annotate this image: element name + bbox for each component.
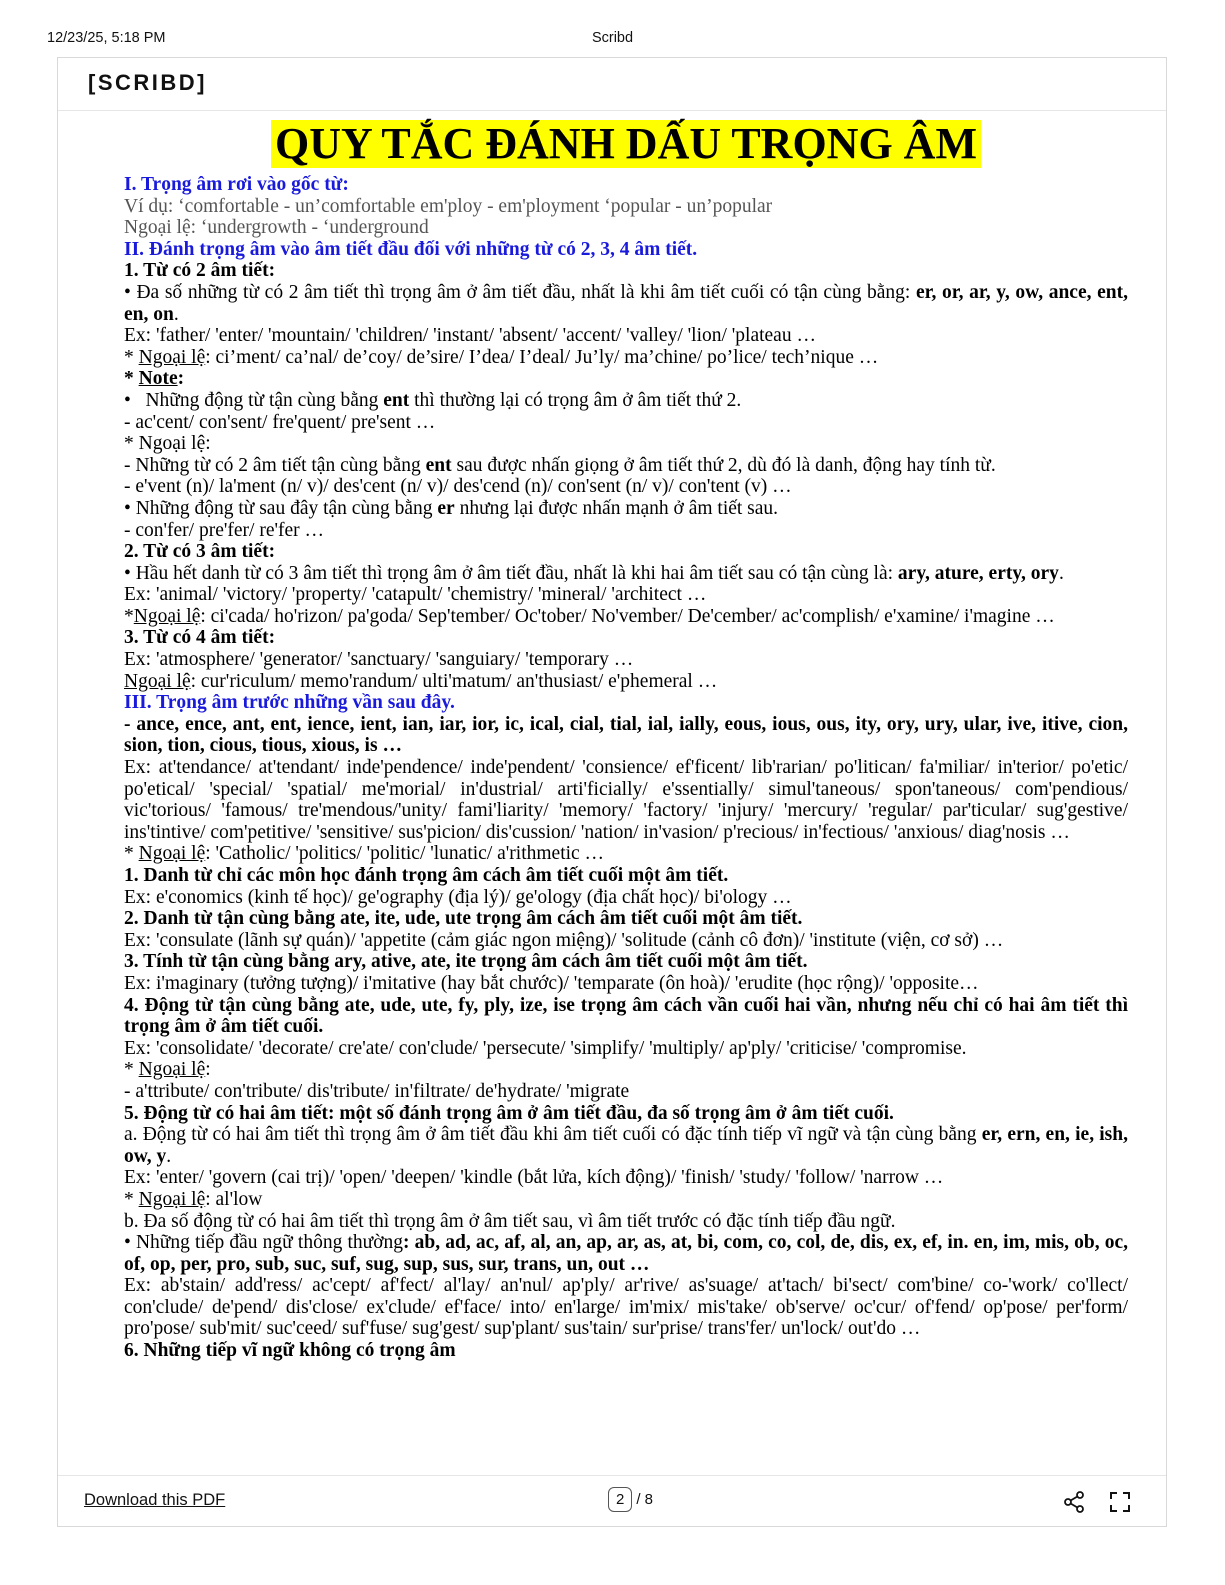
exception-line: * Ngoại lệ: 'Catholic/ 'politics/ 'politic/ 'lunatic/ a'rithmetic … <box>124 843 605 865</box>
fullscreen-icon[interactable] <box>1108 1490 1132 1514</box>
rule-heading: 6. Những tiếp vĩ ngữ không có trọng âm <box>124 1340 456 1362</box>
bullet-paragraph: • Những động từ sau đây tận cùng bằng er nhưng lại được nhấn mạnh ở âm tiết sau. <box>124 497 779 519</box>
section-heading: III. Trọng âm trước những vần sau đây. <box>124 692 455 714</box>
example-line: Ex: 'father/ 'enter/ 'mountain/ 'children/ 'instant/ 'absent/ 'accent/ 'valley/ 'lion/ 'plateau … <box>124 325 816 347</box>
rule-heading: 1. Danh từ chỉ các môn học đánh trọng âm cách âm tiết cuối một âm tiết. <box>124 865 729 886</box>
document-page <box>124 120 1128 1362</box>
suffix-list: - ance, ence, ant, ent, ience, ient, ian, iar, ior, ic, ical, cial, tial, ial, ially, eous, ious, ous, ity, ory, ury, ular, ive, itive, cion, sion, tion, cious, tious, xious, is … <box>124 713 1128 757</box>
example-line: - con'fer/ pre'fer/ re'fer … <box>124 519 324 541</box>
download-pdf-link[interactable]: Download this PDF <box>84 1491 226 1509</box>
example-line: - a'ttribute/ con'tribute/ dis'tribute/ in'filtrate/ de'hydrate/ 'migrate <box>124 1080 630 1102</box>
bullet-paragraph: • Đa số những từ có 2 âm tiết thì trọng âm ở âm tiết đầu, nhất là khi âm tiết cuối có tận cùng bằng: er, or, ar, y, ow, ance, ent, en, on. <box>124 281 1128 325</box>
rule-heading: 3. Tính từ tận cùng bằng ary, ative, ate, ite trọng âm cách âm tiết cuối một âm tiết. <box>124 951 808 973</box>
example-line: Ex: i'maginary (tưởng tượng)/ i'mitative (hay bắt chước)/ 'temparate (ôn hoà)/ 'erudite (học rộng)/ 'opposite… <box>124 972 979 994</box>
example-paragraph: Ex: ab'stain/ add'ress/ ac'cept/ af'fect/ al'lay/ an'nul/ ap'ply/ ar'rive/ as'suage/ at'tach/ bi'sect/ com'bine/ co-'work/ co'llect/ con'clude/ de'pend/ dis'close/ ex'clude/ ef'face/ into/ en'large/ im'mix/ mis'take/ ob'serve/ oc'cur/ of'fend/ op'pose/ per'form/ pro'pose/ sub'mit/ suc'ceed/ suf'fuse/ sug'gest/ sup'plant/ sus'tain/ sur'prise/ trans'fer/ un'lock/ out'do … <box>124 1275 1128 1340</box>
example-line: Ex: 'consulate (lãnh sự quán)/ 'appetite (cảm giác ngon miệng)/ 'solitude (cảnh cô đơn)/ 'institute (viện, cơ sở) … <box>124 929 1004 951</box>
subsection-heading: 2. Từ có 3 âm tiết: <box>124 541 276 563</box>
exception-line: * Ngoại lệ: al'low <box>124 1188 263 1210</box>
example-line: Ex: e'conomics (kinh tế học)/ ge'ography (địa lý)/ ge'ology (địa chất học)/ bi'ology … <box>124 886 792 908</box>
bullet-paragraph: • Những động từ tận cùng bằng ent thì thường lại có trọng âm ở âm tiết thứ 2. <box>124 389 742 411</box>
exception-line: * Ngoại lệ: <box>124 433 211 455</box>
example-line: - ac'cent/ con'sent/ fre'quent/ pre'sent … <box>124 411 436 433</box>
example-paragraph: Ex: at'tendance/ at'tendant/ inde'pendence/ inde'pendent/ 'consience/ ef'ficent/ lib'rarian/ po'litican/ fa'miliar/ in'terior/ po'etic/ po'etical/ 'special/ 'spatial/ me'morial/ in'dustrial/ arti'ficially/ e'ssentially/ simul'taneous/ spon'taneous/ com'pendious/ vic'torious/ 'famous/ tre'mendous/'unity/ fami'liarity/ 'memory/ 'factory/ 'injury/ 'mercury/ 'regular/ par'ticular/ sug'gestive/ ins'tintive/ com'petitive/ 'sensitive/ sus'picion/ dis'cussion/ 'nation/ in'vasion/ p'recious/ in'fectious/ 'anxious/ diag'nosis … <box>124 757 1128 843</box>
page-total: / 8 <box>636 1491 654 1508</box>
print-date: 12/23/25, 5:18 PM <box>47 30 166 46</box>
page-number-input[interactable]: 2 <box>608 1487 632 1512</box>
page-indicator <box>608 1487 653 1512</box>
rule-heading: 4. Động từ tận cùng bằng ate, ude, ute, fy, ply, ize, ise trọng âm cách vần cuối hai vần, nhưng nếu chỉ có hai âm tiết thì trọng âm ở âm tiết cuối. <box>124 994 1128 1038</box>
exception-line: * Ngoại lệ: <box>124 1059 211 1081</box>
example-line: Ví dụ: ‘comfortable - un’comfortable em'ploy - em'ployment ‘popular - un’popular <box>124 195 773 217</box>
exception-line: Ngoại lệ: cur'riculum/ memo'randum/ ulti'matum/ an'thusiast/ e'phemeral … <box>124 670 718 692</box>
text-line: b. Đa số động từ có hai âm tiết thì trọng âm ở âm tiết sau, vì âm tiết trước có đặc tính tiếp đầu ngữ. <box>124 1210 896 1232</box>
exception-line: * Ngoại lệ: ci’ment/ ca’nal/ de’coy/ de’sire/ I’dea/ I’deal/ Ju’ly/ ma’chine/ po’lice/ tech’nique … <box>124 346 879 368</box>
example-line: Ex: 'enter/ 'govern (cai trị)/ 'open/ 'deepen/ 'kindle (bắt lửa, kích động)/ 'finish/ 'study/ 'follow/ 'narrow … <box>124 1167 944 1189</box>
bullet-paragraph: • Những tiếp đầu ngữ thông thường: ab, ad, ac, af, al, an, ap, ar, as, at, bi, com, co, col, de, dis, ex, ef, in. en, im, mis, ob, oc, of, op, per, pro, sub, suc, suf, sug, sup, sus, sur, trans, un, out … <box>124 1232 1128 1275</box>
text-line: - Những từ có 2 âm tiết tận cùng bằng ent sau được nhấn giọng ở âm tiết thứ 2, dù đó là danh, động hay tính từ. <box>124 454 996 476</box>
print-title: Scribd <box>591 30 634 46</box>
example-line: Ex: 'atmosphere/ 'generator/ 'sanctuary/ 'sanguiary/ 'temporary … <box>124 649 634 671</box>
section-heading: II. Đánh trọng âm vào âm tiết đầu đối với những từ có 2, 3, 4 âm tiết. <box>124 238 698 260</box>
text-line: a. Động từ có hai âm tiết thì trọng âm ở âm tiết đầu khi âm tiết cuối có đặc tính tiếp vĩ ngữ và tận cùng bằng er, ern, en, ie, ish, ow, y. <box>124 1124 1128 1167</box>
example-line: Ex: 'consolidate/ 'decorate/ cre'ate/ con'clude/ 'persecute/ 'simplify/ 'multiply/ ap'ply/ 'criticise/ 'compromise. <box>124 1037 967 1059</box>
example-line: Ex: 'animal/ 'victory/ 'property/ 'catapult/ 'chemistry/ 'mineral/ 'architect … <box>124 584 707 606</box>
viewer-topbar <box>58 58 1166 111</box>
doc-title: QUY TẮC ĐÁNH DẤU TRỌNG ÂM <box>271 120 981 168</box>
exception-line: Ngoại lệ: ‘undergrowth - ‘underground <box>124 217 429 239</box>
rule-heading: 2. Danh từ tận cùng bằng ate, ite, ude, ute trọng âm cách âm tiết cuối một âm tiết. <box>124 908 803 930</box>
scribd-logo[interactable]: [SCRIBD] <box>88 70 207 95</box>
bullet-paragraph: • Hầu hết danh từ có 3 âm tiết thì trọng âm ở âm tiết đầu, nhất là khi hai âm tiết sau có tận cùng là: ary, ature, erty, ory. <box>124 562 1064 584</box>
subsection-heading: 3. Từ có 4 âm tiết: <box>124 627 276 649</box>
note-heading: * Note: <box>124 368 185 390</box>
print-header <box>47 30 1178 50</box>
share-icon[interactable] <box>1062 1490 1086 1514</box>
example-line: - e'vent (n)/ la'ment (n/ v)/ des'cent (n/ v)/ des'cend (n)/ con'sent (n/ v)/ con'tent (v) … <box>124 476 792 498</box>
exception-line: *Ngoại lệ: ci'cada/ ho'rizon/ pa'goda/ Sep'tember/ Oc'tober/ No'vember/ De'cember/ ac'complish/ e'xamine/ i'magine … <box>124 605 1055 627</box>
viewer-footer <box>58 1475 1166 1526</box>
document-viewer <box>57 57 1167 1527</box>
section-heading: I. Trọng âm rơi vào gốc từ: <box>124 174 349 195</box>
subsection-heading: 1. Từ có 2 âm tiết: <box>124 260 276 282</box>
rule-heading: 5. Động từ có hai âm tiết: một số đánh trọng âm ở âm tiết đầu, đa số trọng âm ở âm tiết cuối. <box>124 1102 894 1124</box>
